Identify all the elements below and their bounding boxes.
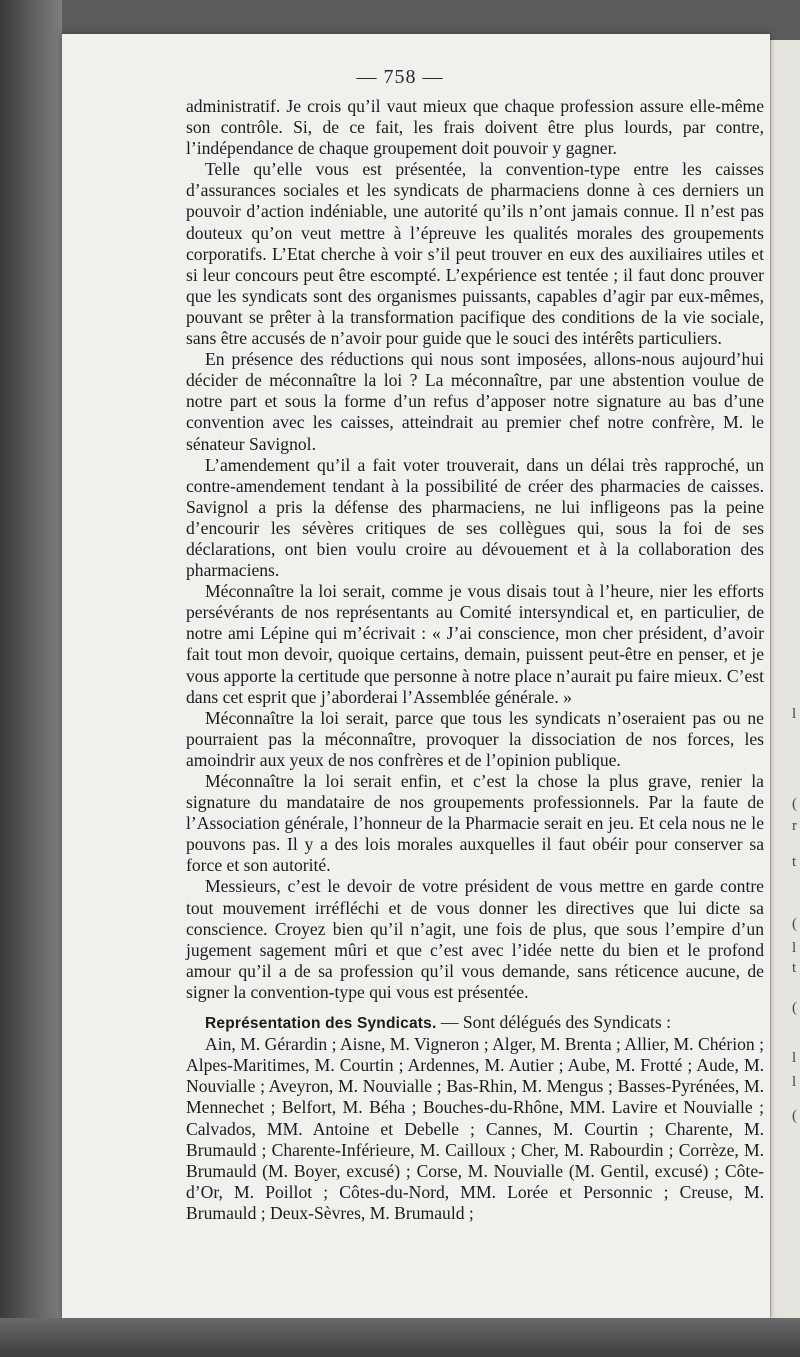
section-heading-tail: — Sont délégués des Syndicats : (436, 1012, 672, 1033)
adjacent-page-glyph: l (792, 1074, 797, 1090)
scan-background-bottom (0, 1318, 800, 1357)
paragraph: administratif. Je crois qu’il vaut mieux que chaque profession assure elle-même son contrôle. Si, de ce fait, les frais doivent être plus lourds, par contre, l’indépendance de chaque groupement doit pouvoir y gagner. (186, 96, 764, 159)
adjacent-page-glyph: ( (792, 916, 797, 932)
section-heading: Représentation des Syndicats. (205, 1015, 437, 1033)
section-heading-line (186, 1012, 764, 1034)
paragraph: Méconnaître la loi serait, comme je vous disais tout à l’heure, nier les efforts persévérants de nos représentants au Comité intersyndical et, en particulier, de notre ami Lépine qui m’écrivait : « J’ai conscience, mon cher président, d’avoir fait tout mon devoir, quoique certains, demain, puissent peut-être en penser, et je vous apporte la certitude que personne à notre place n’aurait pu faire mieux. C’est dans cet esprit que j’aborderai l’Assemblée générale. » (186, 581, 764, 707)
body-text (186, 96, 764, 1224)
paragraph: Méconnaître la loi serait, parce que tous les syndicats n’oseraient pas ou ne pourraient pas la méconnaître, provoquer la dissociation de nos forces, les amoindrir aux yeux de nos confrères et de l’opinion publique. (186, 707, 764, 770)
section-spacer (186, 1003, 764, 1012)
page-number: — 758 — (356, 66, 444, 88)
adjacent-page-glyph: r (792, 818, 797, 834)
adjacent-page-glyph: t (792, 854, 797, 870)
adjacent-page-glyph: ( (792, 796, 797, 812)
delegates-list: Ain, M. Gérardin ; Aisne, M. Vigneron ; Alger, M. Brenta ; Allier, M. Chérion ; Alpes-Maritimes, M. Courtin ; Ardennes, M. Autier ; Aube, M. Frotté ; Aude, M. Nouvialle ; Aveyron, M. Nouvialle ; Bas-Rhin, M. Mengus ; Basses-Pyrénées, M. Mennechet ; Belfort, M. Béha ; Bouches-du-Rhône, MM. Lavire et Nouvialle ; Calvados, MM. Antoine et Debelle ; Cannes, M. Courtin ; Charente, M. Brumauld ; Charente-Inférieure, M. Cailloux ; Cher, M. Rabourdin ; Corrèze, M. Brumauld (M. Boyer, excusé) ; Corse, M. Nouvialle (M. Gentil, excusé) ; Côte-d’Or, M. Poillot ; Côtes-du-Nord, MM. Lorée et Personnic ; Creuse, M. Brumauld ; Deux-Sèvres, M. Brumauld ; (186, 1034, 764, 1223)
scan-background-left (0, 0, 62, 1357)
adjacent-page-glyph: ( (792, 1000, 797, 1016)
paragraph: Méconnaître la loi serait enfin, et c’est la chose la plus grave, renier la signature du mandataire de nos groupements professionnels. Par la faute de l’Association générale, l’honneur de la Pharmacie serait en jeu. Et cela nous ne le pouvons pas. Il y a des lois morales auxquelles il faut obéir pour conserver sa force et son autorité. (186, 771, 764, 876)
adjacent-page-glyph: ( (792, 1108, 797, 1124)
paragraph: En présence des réductions qui nous sont imposées, allons-nous aujourd’hui décider de méconnaître la loi ? La méconnaître, par une abstention voulue de notre part et sous la forme d’un refus d’apposer notre signature au bas d’une convention avec les caisses, atteindrait au premier chef notre confrère, M. le sénateur Savignol. (186, 349, 764, 454)
adjacent-page-glyph: l (792, 706, 797, 722)
paragraph: Messieurs, c’est le devoir de votre président de vous mettre en garde contre tout mouvement irréfléchi et de vous donner les directives que lui dicte sa conscience. Croyez bien qu’il n’agit, une fois de plus, que sous l’empire d’un jugement sagement mûri et que c’est avec l’idée nette du bien et le profond amour qu’il a de sa profession qu’il vous demande, sans réticence aucune, de signer la convention-type qui vous est présentée. (186, 876, 764, 1002)
adjacent-page-glyph: t (792, 960, 797, 976)
paragraph: L’amendement qu’il a fait voter trouverait, dans un délai très rapproché, un contre-amendement tendant à la possibilité de créer des pharmacies de caisses. Savignol a pris la défense des pharmaciens, ne lui infligeons pas la peine d’encourir les sévères critiques de ses collègues qui, sous la foi de ses déclarations, ont bien voulu croire au dévouement et à la collaboration des pharmaciens. (186, 454, 764, 581)
adjacent-page-glyph: l (792, 1050, 797, 1066)
paragraph: Telle qu’elle vous est présentée, la convention-type entre les caisses d’assurances sociales et les syndicats de pharmaciens donne à ces derniers un pouvoir d’action indéniable, une autorité qu’ils n’ont jamais connue. Il n’est pas douteux qu’on veut mettre à l’épreuve les qualités morales des groupements corporatifs. L’Etat cherche à voir s’il peut trouver en eux des auxiliaires utiles et si leur concours peut être escompté. L’expérience est tentée ; il faut donc prouver que les syndicats sont des organismes puissants, capables d’agir par eux-mêmes, pouvant se prêter à la transformation pacifique des conditions de la vie sociale, sans être accusés de n’avoir pour guide que le souci des intérêts particuliers. (186, 159, 764, 349)
adjacent-page-glyph: l (792, 940, 797, 956)
adjacent-page-edge (770, 40, 800, 1320)
